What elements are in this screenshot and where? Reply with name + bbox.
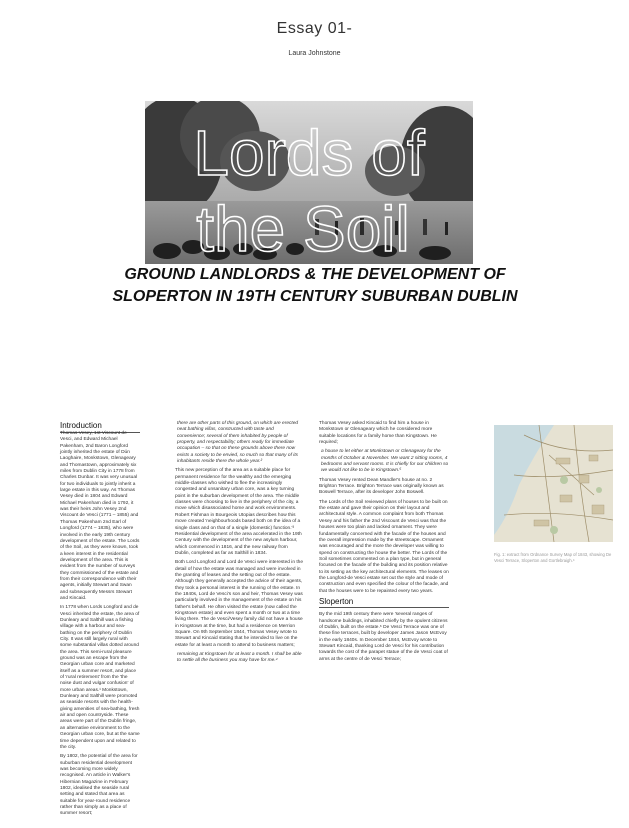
paragraph: Thomas Vesey, 1st Viscount de Vesci, and Edward Michael Pakenham, 2nd Baron Longford jointly inherited the estate of Dún Laoghaire, Monkstown, Glenageary and Thomastown, approximately six miles from Dublin City in 1778 from Charles Dunbar. It was very unusual for two individuals to jointly inherit a large estate in this way. As Thomas Vesey died in 1804 and Edward Michael Pakenham died in 1792, it was their heirs John Vesey 2nd Viscount de Vesci (1771 – 1855) and Thomas Pakenham 2nd Earl of Longford (1774 – 1835), who were involved in the early 19th century development of the estate. The Lords of the Soil, as they were known, took a keen interest in the residential development of the area. This is evident from the number of surveys they commissioned of the estate and from their correspondence with their agents, initially Stewart and Swan and subsequently Messrs Stewart and Kincaid.	[60, 431, 140, 601]
paragraph: In 1778 when Lords Longford and de Vesci inherited the estate, the area of Dunleary and Salthill was a fishing village with a harbour and sea-bathing on the periphery of Dublin City. It was still largely rural with some substantial villas dotted around the area. This semi-rural pleasure ground was an escape from the Georgian urban core and marketed itself as a summer resort, and place of 'rural retirement' from the 'the noise dust and vulgar confusion' of more urban areas.¹ Monkstown, Dunleary and Salthill were promoted as seaside resorts with the health-giving amenities of sea-bathing, fresh air and open countryside. These areas were part of the Dublin fringe, an alternative environment to the Georgian urban core, but at the same time dependent upon and related to the city.	[60, 605, 140, 750]
paragraph: Thomas Vesey rented Dean Mandler's house at no. 2 Brighton Terrace. Brighton Terrace was originally known as Boswell Terrace, after its developer John Boswell.	[319, 477, 444, 496]
subtitle-line2: SLOPERTON IN 19TH CENTURY SUBURBAN DUBLIN	[112, 288, 518, 305]
text-column-1	[60, 431, 140, 821]
paragraph: By 1802, the potential of the area for suburban residential development was becoming more widely recognised. An article in Walker's Hibernian Magazine in February 1802, idealised the seaside rural setting and stated that area as suitable for year-round residence rather than simply as a place of summer resort;	[60, 754, 138, 817]
hero-title-line2: the Soil	[196, 193, 410, 264]
hero-title-line1: Lords of	[193, 117, 425, 189]
paragraph: This new perception of the area as a suitable place for permanent residence for the wealthy and the emerging middle-classes who wished to flee the increasingly congested and unsanitary urban core, was a key turning point in the suburban development of the area. The middle classes were choosing to live in the periphery of the city, a move which disassociated home and work environments. Robert Fishman in Bourgeois Utopias describes how this move created 'neighbourhoods based both on the idea of a single class and on that of a single (domestic) function.'³ Residential development of the area accelerated in the 19th Century with the development of the new asylum harbour, which commenced in 1816, and the new railway from Dublin, completed as far as Salthill in 1834.	[175, 468, 302, 556]
quotation: remaining at Kingstown for at least a month. I shall be able to settle all the business you may have for me.⁴	[177, 652, 302, 664]
figure-caption: Fig. 1: extract from Ordnance Survey Map of 1843, showing De Vesci Terrace, Sloperton and Gortlebraigh.⁶	[494, 552, 612, 563]
paragraph: Both Lord Longford and Lord de Vesci were interested in the detail of how the estate was managed and were involved in the granting of leases and the setting out of the estate. Although they generally accepted the advice of their agents, they took a personal interest in the running of the estate. In the 1840s, Lord de Vesci's son and heir, Thomas Vesey was particularly involved in the management of the estate on his father's behalf. He often visited the estate (now called the Kingstown estate) and even spent a month or two at a time living there. The de Vesci/Vesey family did not have a house in Kingstown at the time, but had a residence on Merrion Square. On 9th September 1844, Thomas Vesey wrote to Stewart and Kincaid stating that he intended to live on the estate for at least a month to attend to business matters;	[175, 560, 304, 648]
subtitle-line1: GROUND LANDLORDS & THE DEVELOPMENT OF	[124, 266, 506, 283]
essay-number: Essay 01-	[276, 20, 353, 37]
section-title-introduction: Introduction	[60, 421, 140, 433]
map-figure	[494, 425, 613, 542]
author-name: Laura Johnstone	[288, 50, 341, 57]
paragraph: Thomas Vesey asked Kincaid to find him a house in Monkstown or Glenageary which he considered more suitable locations for a family home than Kingstown. He required;	[319, 421, 437, 446]
essay-subtitle	[60, 264, 570, 308]
paragraph: By the mid 19th century there were 'several ranges of handsome buildings, inhabited chiefly by the opulent citizens of Dublin, built on the estate.⁶ De Vesci Terrace was one of these fine terraces, built by developer James Jason McEvoy in the early 1840s. In December 1844, McEvoy wrote to Stewart Kincaid, thanking Lord de Vesci for his contribution towards the cost of the parapet statue of the de Vesci coat of arms at the centre of de Vesci Terrace;	[319, 612, 448, 662]
text-column-2	[175, 421, 303, 668]
quotation: a house to let either at Monkstown or Glenageary for the months of October & November. We want 2 sitting rooms, 4 bedrooms and servant rooms. It is chiefly for our children so we would not like to be in Kingstown.⁵	[321, 449, 449, 474]
text-column-3	[319, 421, 449, 666]
quotation: there are other parts of this ground, on which are erected neat bathing villas, constructed with taste and convenience; several of them inhabited by people of property, and respectability; others ready for immediate occupation – so that on these grounds above there now exists a society to be envied, so much so that many of its inhabitants reside there the whole year.²	[177, 421, 299, 465]
section-title-sloperton: Sloperton	[319, 599, 449, 608]
hero-image	[145, 101, 473, 264]
paragraph: The Lords of the Soil reviewed plans of houses to be built on the estate and gave their opinion on their layout and architectural style. A common complaint from both Thomas Vesey and his father the 2nd Viscount de Vesci was that the houses were too plain and lacked ornament. They were fundamentally concerned with the facade of the houses and the overall impression made by the streetscape. Ornament was encouraged and the more the developer was willing to spend on constructing the house the better. The Lords of the Soil sometimes commented on a plan type, but in general focused on the facade of the building and its position relative to its setting as the key architectural elements. The leases on the Longford-de Vesci estate set out the style and mode of construction and even specified the colour of the facade, and that the houses were to be repainted every two years.	[319, 499, 449, 594]
